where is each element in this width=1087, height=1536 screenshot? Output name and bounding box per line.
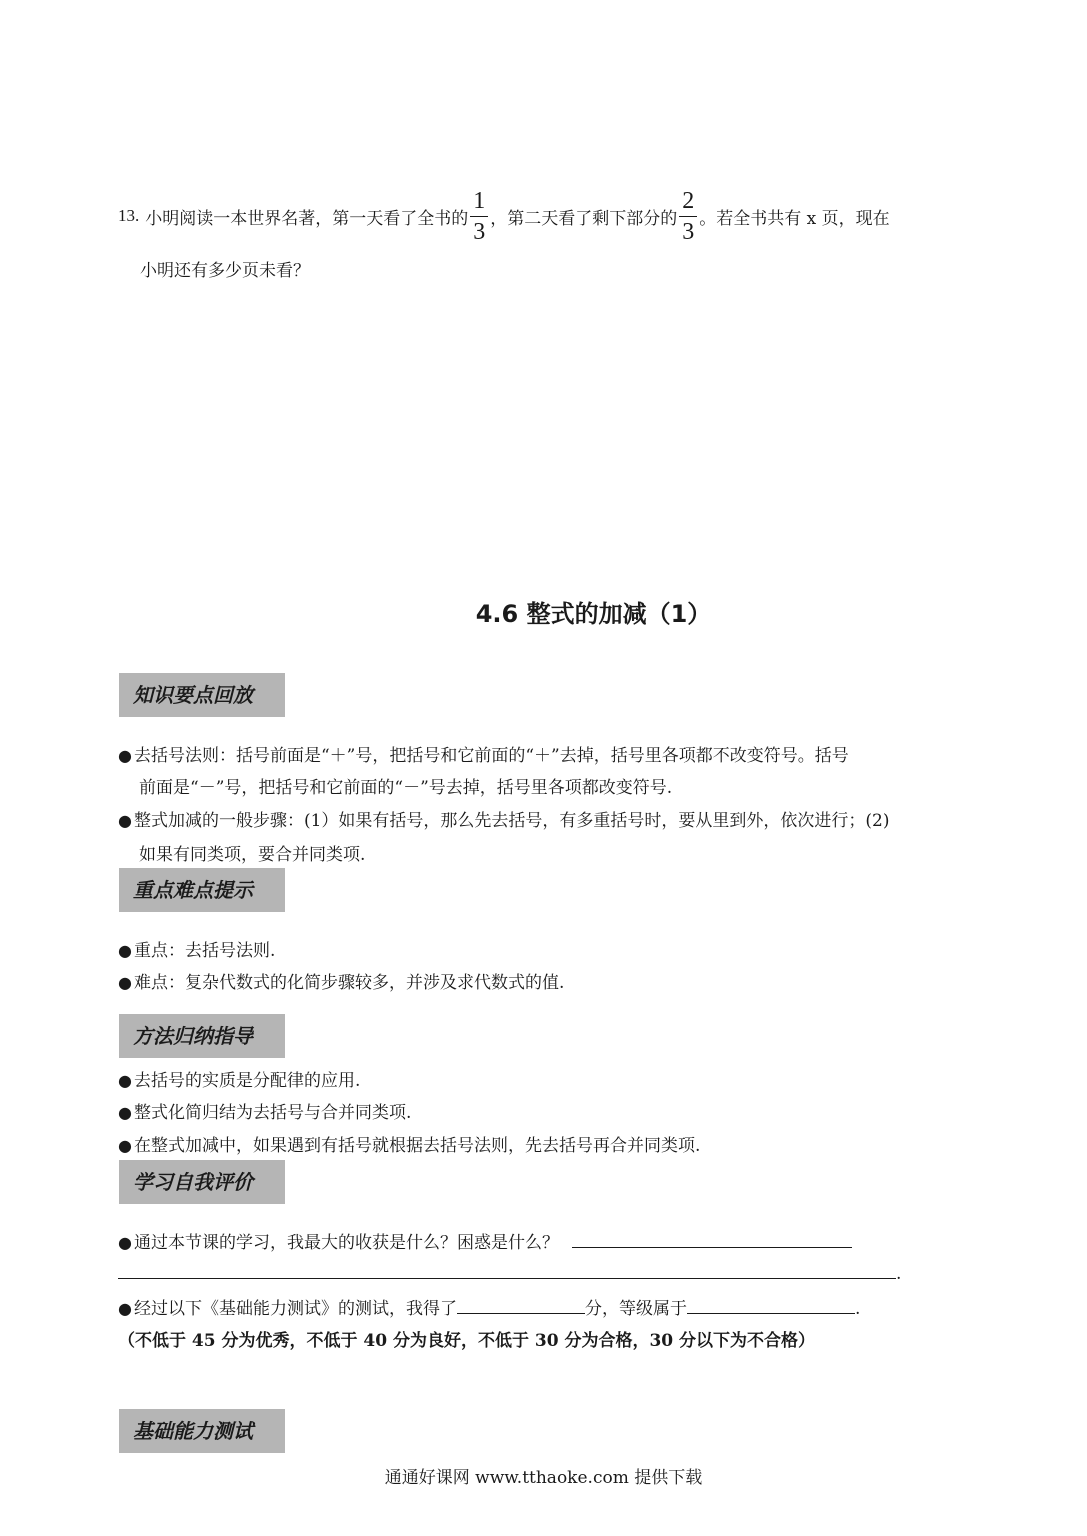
- method-bullet-2-text: 整式化简归结为去括号与合并同类项.: [133, 1103, 412, 1123]
- grading-criteria: （不低于 45 分为优秀，不低于 40 分为良好，不低于 30 分为合格，30 分以下为不合格）: [118, 1331, 816, 1351]
- question-text-part-3: 。若全书共有 x 页，现在: [699, 208, 890, 229]
- period: .: [896, 1264, 902, 1284]
- self-eval-bullet-2-text-a: 经过以下《基础能力测试》的测试，我得了: [133, 1299, 457, 1319]
- focus-bullet-1-text: 重点：去括号法则.: [133, 941, 276, 961]
- method-bullet-2: [118, 1098, 411, 1123]
- question-13-line-2: 小明还有多少页未看？: [140, 261, 310, 281]
- method-bullet-1-text: 去括号的实质是分配律的应用.: [133, 1071, 361, 1091]
- method-bullet-1: [118, 1066, 360, 1091]
- self-eval-bullet-1: [118, 1228, 852, 1253]
- knowledge-bullet-1: [118, 741, 849, 766]
- bullet-icon: ●: [118, 811, 132, 830]
- fraction-numerator: 2: [682, 187, 695, 214]
- focus-bullet-2: [118, 968, 564, 993]
- knowledge-bullet-1-text: 去括号法则：括号前面是“＋”号，把括号和它前面的“＋”去掉，括号里各项都不改变符号。括号: [133, 746, 849, 766]
- knowledge-bullet-1-cont: 前面是“－”号，把括号和它前面的“－”号去掉，括号里各项都改变符号.: [139, 778, 673, 798]
- focus-bullet-1: [118, 936, 275, 961]
- fraction-one-third: [470, 189, 488, 244]
- question-text-part-1: 小明阅读一本世界名著，第一天看了全书的: [145, 208, 469, 229]
- fraction-denominator: 3: [682, 218, 695, 245]
- bullet-icon: ●: [118, 1071, 132, 1090]
- answer-blank-gains[interactable]: [572, 1231, 852, 1248]
- knowledge-bullet-2-cont: 如果有同类项，要合并同类项.: [139, 845, 366, 865]
- question-13-line-1: [118, 184, 890, 248]
- score-blank[interactable]: [457, 1297, 585, 1314]
- section-heading-self-eval: 学习自我评价: [119, 1160, 285, 1204]
- section-heading-basic-test: 基础能力测试: [119, 1409, 285, 1453]
- bullet-icon: ●: [118, 1233, 132, 1252]
- answer-blank-confusion[interactable]: [118, 1262, 896, 1279]
- self-eval-bullet-1-text: 通过本节课的学习，我最大的收获是什么？困惑是什么？: [133, 1233, 559, 1253]
- lesson-title: 4.6 整式的加减（1）: [475, 600, 712, 628]
- question-number: 13.: [118, 206, 140, 225]
- footer-credit: 通通好课网 www.tthaoke.com 提供下载: [384, 1468, 703, 1488]
- bullet-icon: ●: [118, 973, 132, 992]
- bullet-icon: ●: [118, 941, 132, 960]
- fraction-denominator: 3: [473, 218, 486, 245]
- focus-bullet-2-text: 难点：复杂代数式的化简步骤较多，并涉及求代数式的值.: [133, 973, 565, 993]
- section-heading-method: 方法归纳指导: [119, 1014, 285, 1058]
- knowledge-bullet-2: [118, 806, 890, 831]
- section-heading-focus: 重点难点提示: [119, 868, 285, 912]
- period: .: [854, 1299, 861, 1319]
- section-heading-knowledge: 知识要点回放: [119, 673, 285, 717]
- self-eval-bullet-2-text-b: 分，等级属于: [584, 1299, 687, 1319]
- self-eval-blank-line: [118, 1262, 901, 1284]
- method-bullet-3: [118, 1131, 700, 1156]
- self-eval-bullet-2: [118, 1294, 860, 1319]
- bullet-icon: ●: [118, 746, 132, 765]
- grade-blank[interactable]: [687, 1297, 855, 1314]
- fraction-two-thirds: [679, 189, 697, 244]
- question-text-part-2: ，第二天看了剩下部分的: [490, 208, 678, 229]
- knowledge-bullet-2-text: 整式加减的一般步骤：(1）如果有括号，那么先去括号，有多重括号时，要从里到外，依次进行；(2): [133, 811, 890, 831]
- fraction-numerator: 1: [473, 187, 486, 214]
- bullet-icon: ●: [118, 1103, 132, 1122]
- method-bullet-3-text: 在整式加减中，如果遇到有括号就根据去括号法则，先去括号再合并同类项.: [133, 1136, 701, 1156]
- bullet-icon: ●: [118, 1299, 132, 1318]
- bullet-icon: ●: [118, 1136, 132, 1155]
